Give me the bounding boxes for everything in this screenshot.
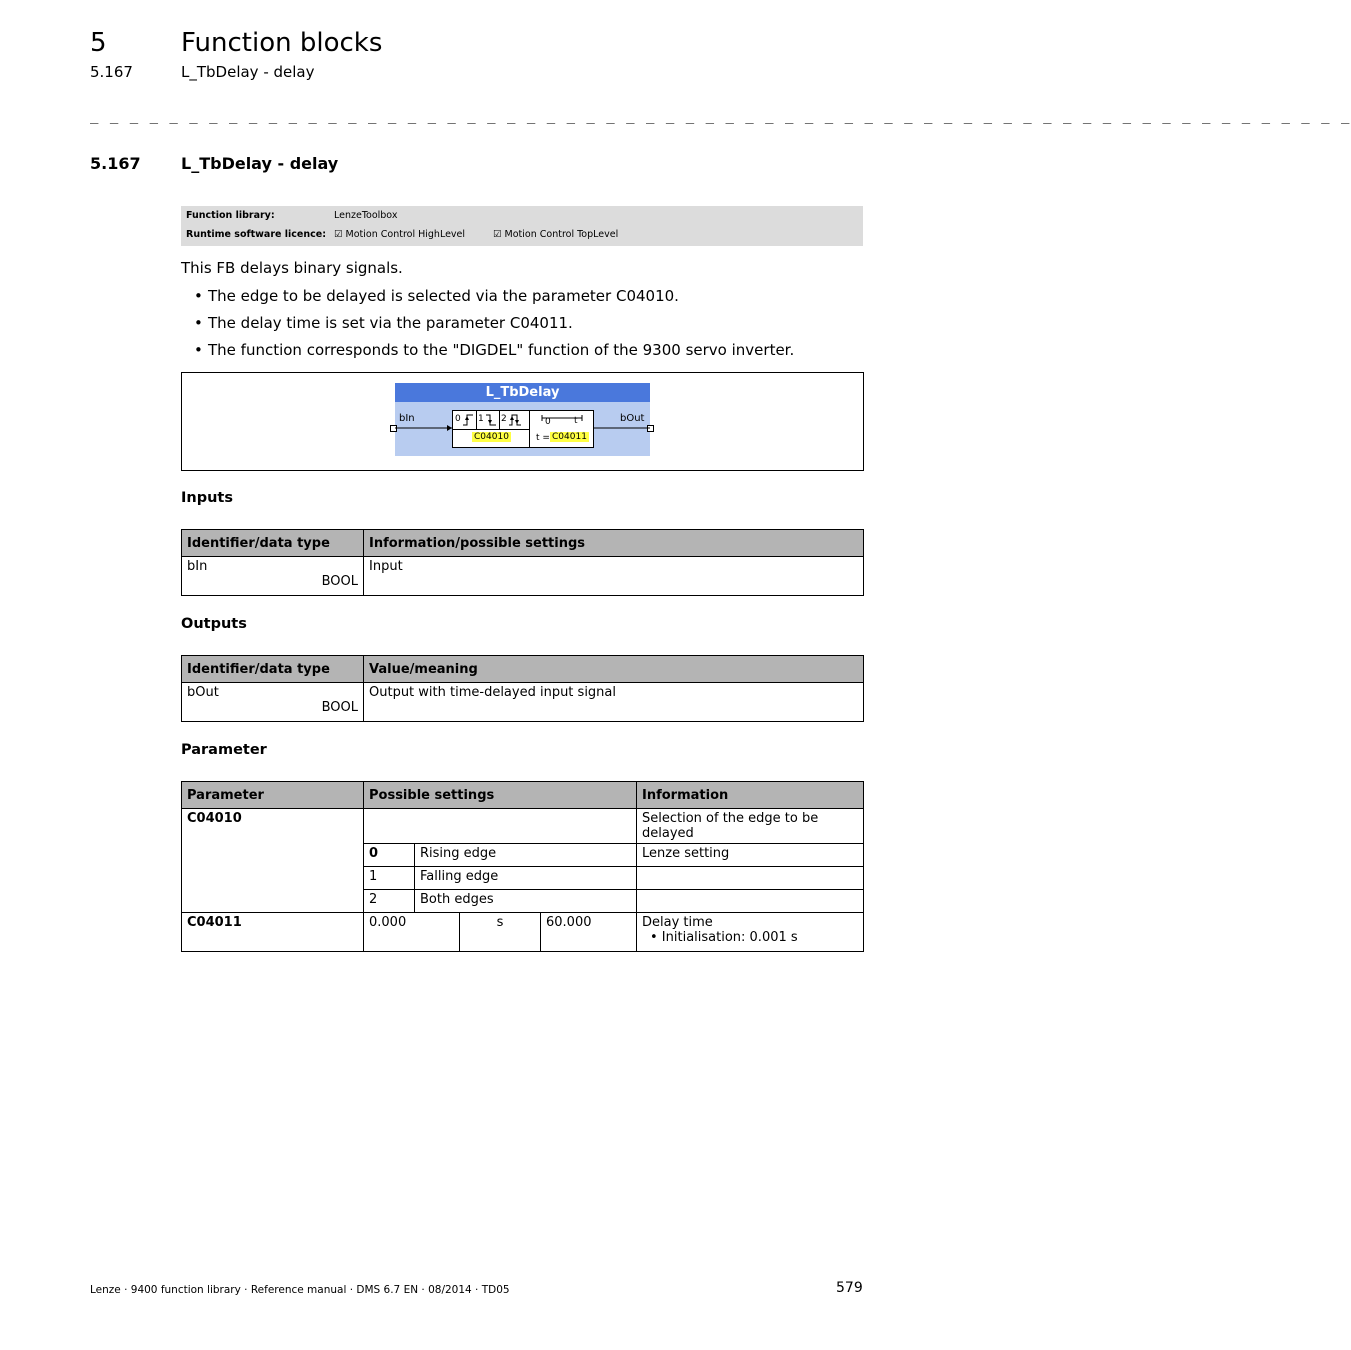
subchapter-title: L_TbDelay - delay	[181, 63, 315, 81]
column-header: Identifier/data type	[182, 530, 364, 557]
function-block-diagram	[395, 383, 650, 456]
subchapter-number: 5.167	[90, 63, 133, 81]
section-number: 5.167	[90, 154, 141, 173]
edge-option-2: 2	[501, 414, 507, 424]
block-title: L_TbDelay	[395, 383, 650, 402]
column-header: Possible settings	[364, 782, 637, 809]
library-label: Function library:	[186, 210, 275, 221]
info-subtext: • Initialisation: 0.001 s	[650, 930, 798, 945]
chapter-number: 5	[90, 28, 107, 58]
time-t-label: t	[574, 416, 578, 426]
option-value: 1	[364, 867, 415, 890]
identifier: bIn	[187, 559, 208, 574]
falling-edge-icon	[485, 414, 497, 426]
column-header: Parameter	[182, 782, 364, 809]
intro-text: This FB delays binary signals.	[181, 259, 403, 277]
option-value: 2	[364, 890, 415, 913]
max-value: 60.000	[541, 913, 637, 952]
licence-highlevel: ☑ Motion Control HighLevel	[334, 229, 466, 240]
info-cell: Selection of the edge to be delayed	[637, 809, 864, 844]
edge-option-1: 1	[478, 414, 484, 424]
table-header-row	[182, 656, 864, 683]
both-edges-icon	[508, 414, 528, 426]
parameter-code: C04010	[182, 809, 364, 913]
rising-edge-icon	[462, 414, 474, 426]
unit: s	[460, 913, 541, 952]
licence-toplevel: ☑ Motion Control TopLevel	[493, 229, 619, 240]
licence-label: Runtime software licence:	[186, 229, 326, 240]
table-header-row	[182, 782, 864, 809]
inputs-table	[181, 529, 864, 596]
output-port-label: bOut	[620, 413, 645, 424]
option-value: 0	[364, 844, 415, 867]
parameter-table	[181, 781, 864, 952]
option-label: Rising edge	[415, 844, 637, 867]
table-row	[182, 557, 864, 596]
data-type: BOOL	[321, 574, 358, 589]
header-divider: _ _ _ _ _ _ _ _ _ _ _ _ _ _ _ _ _ _ _ _ _ _ _ _ _ _ _ _ _ _ _ _ _ _ _ _ _ _ _ _ _ _ _ _ _ _ _ _ _ _ _ _ _ _ _ _ _ _ _ _ _ _ _ _	[90, 108, 1351, 124]
info-cell: Output with time-delayed input signal	[364, 683, 864, 722]
settings-cell	[364, 809, 637, 844]
identifier: bOut	[187, 685, 219, 700]
info-text: Delay time	[642, 915, 713, 930]
info-cell	[637, 913, 864, 952]
identifier-cell	[182, 557, 364, 596]
table-header-row	[182, 530, 864, 557]
time-param-code: C04011	[552, 432, 587, 442]
time-prefix: t =	[536, 433, 550, 443]
info-cell	[637, 890, 864, 913]
library-value: LenzeToolbox	[334, 210, 398, 221]
page-number: 579	[836, 1280, 863, 1296]
info-cell	[637, 867, 864, 890]
edge-option-0: 0	[455, 414, 461, 424]
footer-text: Lenze · 9400 function library · Reference manual · DMS 6.7 EN · 08/2014 · TD05	[90, 1284, 510, 1296]
parameter-code: C04011	[182, 913, 364, 952]
column-header: Information/possible settings	[364, 530, 864, 557]
section-title: L_TbDelay - delay	[181, 154, 339, 173]
inputs-heading: Inputs	[181, 490, 233, 506]
column-header: Information	[637, 782, 864, 809]
bullet-text: The edge to be delayed is selected via the parameter C04010.	[208, 287, 679, 305]
table-row	[182, 809, 864, 844]
identifier-cell	[182, 683, 364, 722]
input-port-label: bIn	[399, 413, 415, 424]
bullet-text: The delay time is set via the parameter C04011.	[208, 314, 573, 332]
chapter-title: Function blocks	[181, 28, 383, 58]
edge-param-code: C04010	[474, 432, 509, 442]
library-info-box	[181, 206, 863, 246]
table-row	[182, 913, 864, 952]
info-cell: Lenze setting	[637, 844, 864, 867]
outputs-table	[181, 655, 864, 722]
table-row	[182, 683, 864, 722]
bullet-text: The function corresponds to the "DIGDEL" function of the 9300 servo inverter.	[208, 341, 795, 359]
time-zero-label: 0	[545, 417, 551, 427]
parameter-heading: Parameter	[181, 742, 267, 758]
info-cell: Input	[364, 557, 864, 596]
outputs-heading: Outputs	[181, 616, 247, 632]
column-header: Value/meaning	[364, 656, 864, 683]
edge-selector-box	[452, 410, 530, 448]
delay-time-box	[529, 410, 594, 448]
option-label: Both edges	[415, 890, 637, 913]
column-header: Identifier/data type	[182, 656, 364, 683]
option-label: Falling edge	[415, 867, 637, 890]
data-type: BOOL	[321, 700, 358, 715]
min-value: 0.000	[364, 913, 460, 952]
